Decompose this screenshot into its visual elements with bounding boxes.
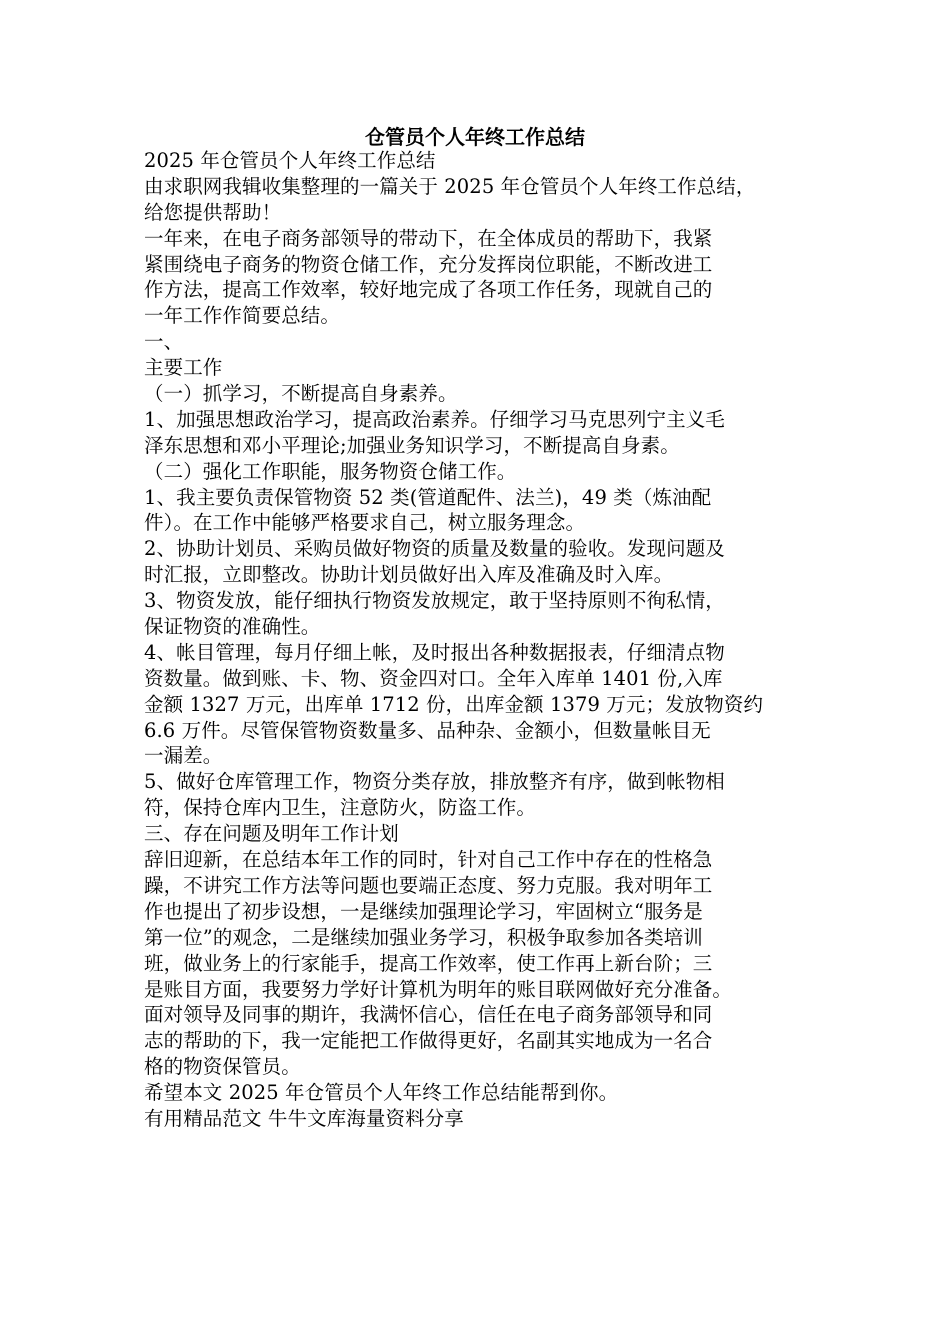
body-line: 是账目方面，我要努力学好计算机为明年的账目联网做好充分准备。 (144, 977, 733, 1001)
body-line: 躁，不讲究工作方法等问题也要端正态度、努力克服。我对明年工 (144, 873, 713, 897)
body-line: 2025 年仓管员个人年终工作总结 (144, 149, 436, 172)
body-line: 一年来，在电子商务部领导的带动下，在全体成员的帮助下，我紧 (144, 226, 713, 250)
body-line: 作也提出了初步设想，一是继续加强理论学习，牢固树立“服务是 (144, 899, 703, 923)
section-heading: 主要工作 (144, 356, 223, 380)
body-line: 资数量。做到账、卡、物、资金四对口。全年入库单 1401 份,入库 (144, 666, 723, 690)
document-body (144, 148, 810, 1132)
body-line: 4、帐目管理，每月仔细上帐，及时报出各种数据报表，仔细清点物 (144, 640, 725, 664)
body-line: 作方法，提高工作效率，较好地完成了各项工作任务，现就自己的 (144, 278, 713, 302)
section-heading: 三、存在问题及明年工作计划 (144, 822, 399, 846)
body-line: 符，保持仓库内卫生，注意防火，防盗工作。 (144, 796, 537, 820)
body-line: 1、我主要负责保管物资 52 类(管道配件、法兰)，49 类（炼油配 (144, 485, 712, 509)
body-line: 一漏差。 (144, 744, 223, 768)
body-line: 1、加强思想政治学习，提高政治素养。仔细学习马克思列宁主义毛 (144, 407, 725, 431)
body-line: 面对领导及同事的期许，我满怀信心，信任在电子商务部领导和同 (144, 1003, 713, 1027)
footer-line: 有用精品范文 牛牛文库海量资料分享 (144, 1106, 464, 1130)
body-line: 3、物资发放，能仔细执行物资发放规定，敢于坚持原则不徇私情， (144, 589, 725, 613)
body-line: 一年工作作简要总结。 (144, 304, 341, 328)
body-line: 6.6 万件。尽管保管物资数量多、品种杂、金额小，但数量帐目无 (144, 718, 711, 742)
subsection-heading: （二）强化工作职能，服务物资仓储工作。 (144, 459, 517, 483)
document-title: 仓管员个人年终工作总结 (365, 125, 585, 149)
body-line: 紧围绕电子商务的物资仓储工作，充分发挥岗位职能，不断改进工 (144, 252, 713, 276)
body-line: 时汇报，立即整改。协助计划员做好出入库及准确及时入库。 (144, 563, 674, 587)
body-line: 保证物资的准确性。 (144, 615, 321, 639)
body-line: 辞旧迎新，在总结本年工作的同时，针对自己工作中存在的性格急 (144, 848, 713, 872)
body-line: 件）。在工作中能够严格要求自己，树立服务理念。 (144, 511, 586, 535)
body-line: 泽东思想和邓小平理论;加强业务知识学习，不断提高自身素。 (144, 433, 680, 457)
body-line: 班，做业务上的行家能手，提高工作效率，使工作再上新台阶；三 (144, 951, 713, 975)
body-line: 第一位”的观念，二是继续加强业务学习，积极争取参加各类培训 (144, 925, 703, 949)
body-line: 金额 1327 万元，出库单 1712 份，出库金额 1379 万元；发放物资约 (144, 692, 764, 716)
body-line: 5、做好仓库管理工作，物资分类存放，排放整齐有序，做到帐物相 (144, 770, 725, 794)
body-line: 2、协助计划员、采购员做好物资的质量及数量的验收。发现问题及 (144, 537, 725, 561)
body-line: 给您提供帮助！ (144, 200, 282, 224)
section-number: 一、 (144, 330, 184, 354)
subsection-heading: （一）抓学习，不断提高自身素养。 (144, 382, 458, 406)
body-line: 由求职网我辑收集整理的一篇关于 2025 年仓管员个人年终工作总结， (144, 174, 756, 198)
body-line: 格的物资保管员。 (144, 1055, 301, 1079)
closing-line: 希望本文 2025 年仓管员个人年终工作总结能帮到你。 (144, 1081, 619, 1105)
body-line: 志的帮助的下，我一定能把工作做得更好，名副其实地成为一名合 (144, 1029, 713, 1053)
